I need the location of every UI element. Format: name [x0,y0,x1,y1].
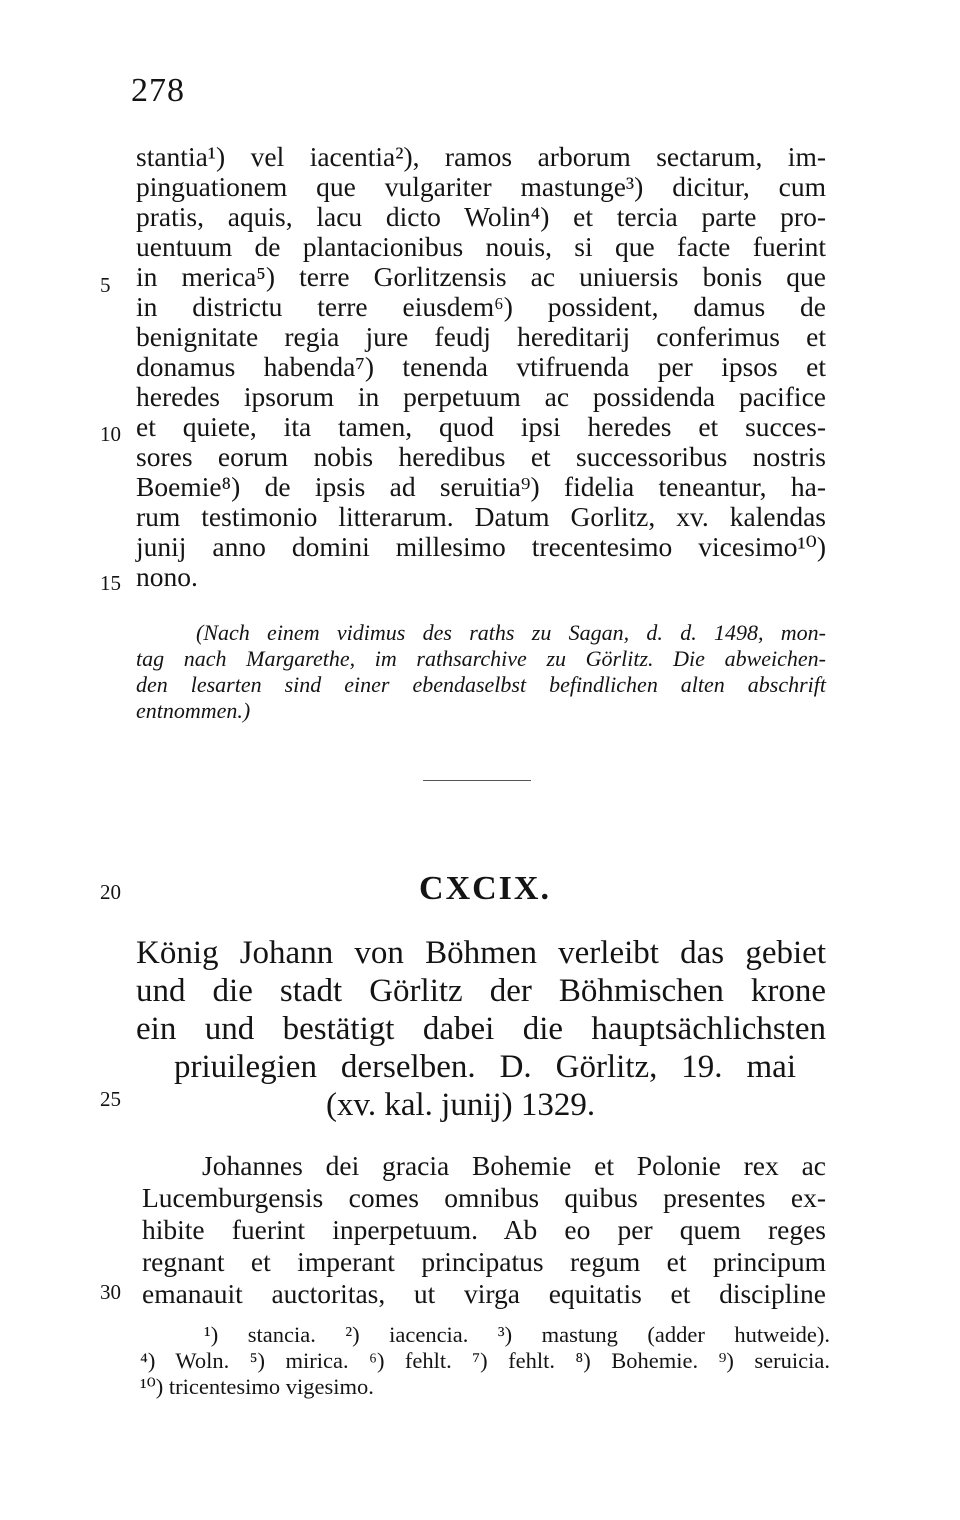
body-line: donamus habenda⁷) tenenda vtifruenda per ipsos et [136,351,826,382]
source-note-line: entnommen.) [136,698,251,723]
charter-line: hibite fuerint inperpetuum. Ab eo per quem reges [142,1214,826,1245]
body-line: pratis, aquis, lacu dicto Wolin⁴) et tercia parte pro- [136,201,826,232]
line-number-15: 15 [100,571,121,595]
body-line: junij anno domini millesimo trecentesimo vicesimo¹⁰) [136,531,826,562]
line-number-5: 5 [100,273,111,297]
footnote-line: ¹) stancia. ²) iacencia. ³) mastung (adder hutweide). [204,1322,830,1347]
document-number: CXCIX. [419,870,551,907]
footnote-line: ¹⁰) tricentesimo vigesimo. [140,1374,374,1399]
body-line: benignitate regia jure feudj hereditarij conferimus et [136,321,826,352]
body-line: heredes ipsorum in perpetuum ac possidenda pacifice [136,381,826,412]
line-number-25: 25 [100,1087,121,1111]
charter-line: Lucemburgensis comes omnibus quibus presentes ex- [142,1182,826,1213]
document-title-line: und die stadt Görlitz der Böhmischen krone [136,973,826,1009]
document-title-line: priuilegien derselben. D. Görlitz, 19. mai [174,1049,796,1085]
body-line: uentuum de plantacionibus nouis, si que facte fuerint [136,231,826,262]
body-line: nono. [136,561,198,592]
footnote-line: ⁴) Woln. ⁵) mirica. ⁶) fehlt. ⁷) fehlt. ⁸) Bohemie. ⁹) seruicia. [140,1348,830,1373]
body-line: et quiete, ita tamen, quod ipsi heredes et succes- [136,411,826,442]
charter-line: regnant et imperant principatus regum et principum [142,1246,826,1277]
body-line: stantia¹) vel iacentia²), ramos arborum sectarum, im- [136,141,826,172]
source-note-line: den lesarten sind einer ebendaselbst befindlichen alten abschrift [136,672,826,697]
line-number-30: 30 [100,1280,121,1304]
body-line: pinguationem que vulgariter mastunge³) dicitur, cum [136,171,826,202]
body-line: rum testimonio litterarum. Datum Gorlitz, xv. kalendas [136,501,826,532]
source-note-line: (Nach einem vidimus des raths zu Sagan, d. d. 1498, mon- [196,620,826,645]
body-line: sores eorum nobis heredibus et successoribus nostris [136,441,826,472]
body-line: in merica⁵) terre Gorlitzensis ac uniuersis bonis que [136,261,826,292]
line-number-20: 20 [100,880,121,904]
source-note-line: tag nach Margarethe, im rathsarchive zu Görlitz. Die abweichen- [136,646,826,671]
document-title-line: ein und bestätigt dabei die hauptsächlichsten [136,1011,826,1047]
page-number: 278 [131,72,185,109]
separator-rule [423,780,531,781]
body-line: Boemie⁸) de ipsis ad seruitia⁹) fidelia teneantur, ha- [136,471,826,502]
charter-line: emanauit auctoritas, ut virga equitatis et discipline [142,1278,826,1309]
line-number-10: 10 [100,422,121,446]
body-line: in districtu terre eiusdem⁶) possident, damus de [136,291,826,322]
charter-line: Johannes dei gracia Bohemie et Polonie rex ac [202,1150,826,1181]
document-title-line: König Johann von Böhmen verleibt das gebiet [136,935,826,971]
document-title-line: (xv. kal. junij) 1329. [326,1087,596,1123]
